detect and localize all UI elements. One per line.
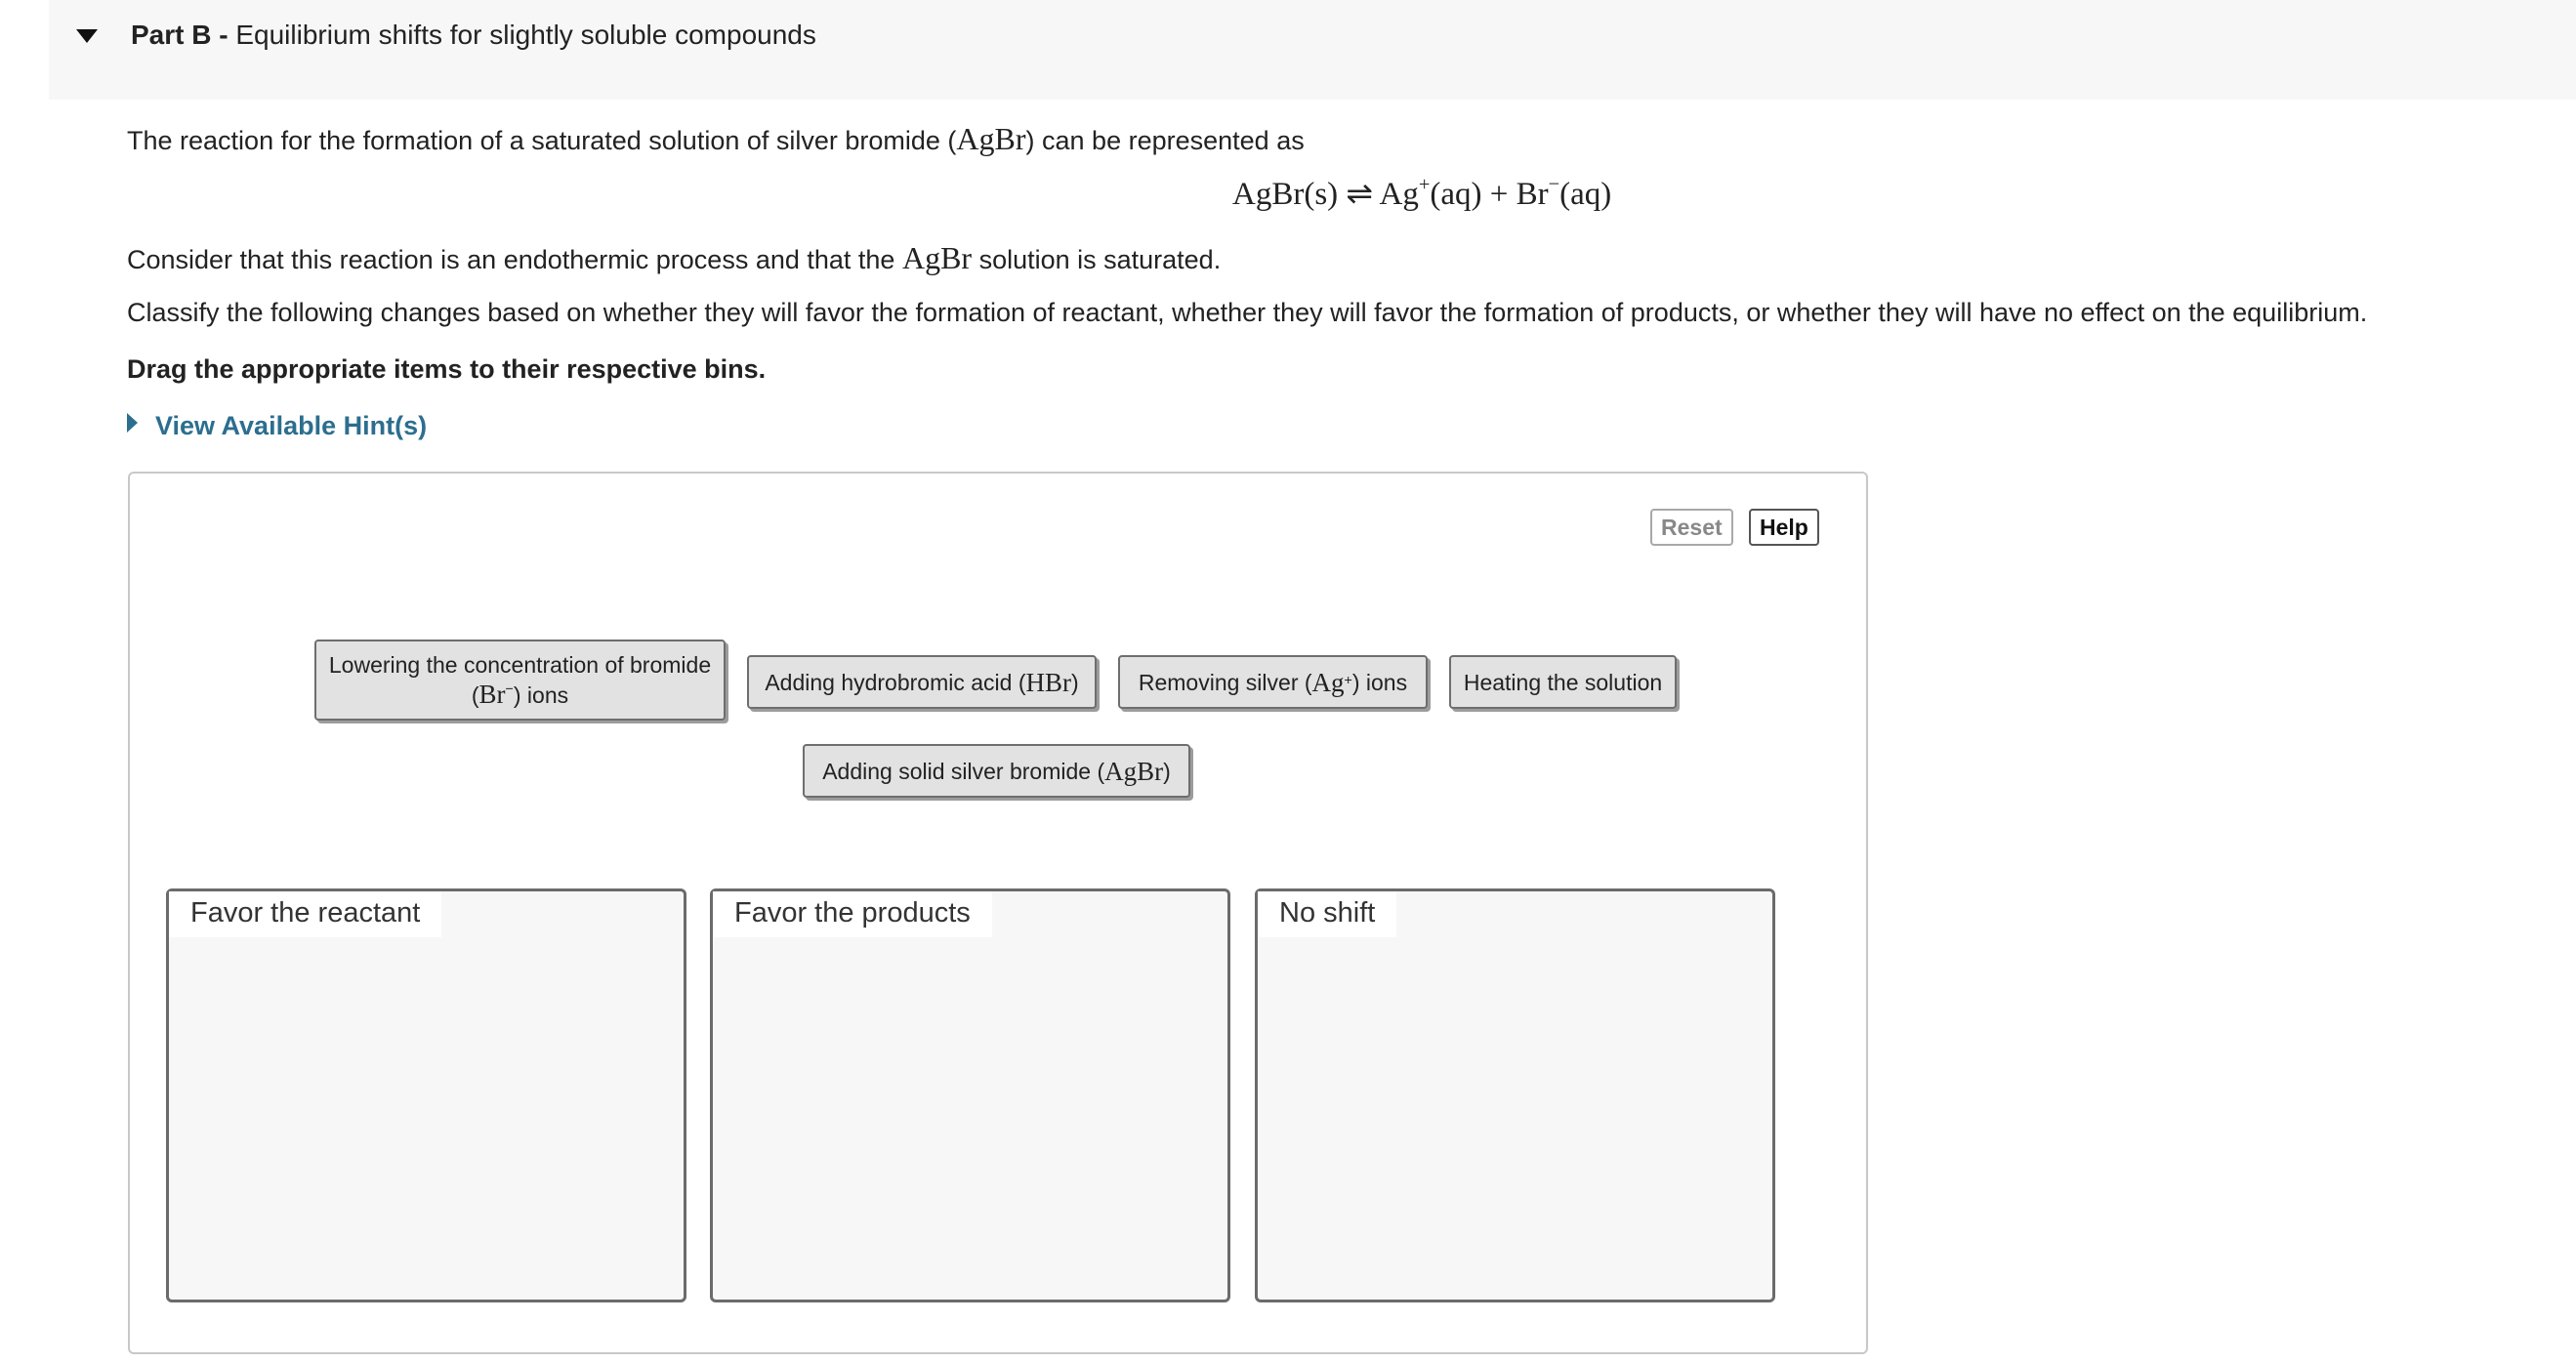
part-title: [131, 20, 816, 51]
hbr-text-before: Adding hydrobromic acid (: [765, 669, 1026, 695]
caret-right-icon: [127, 413, 138, 433]
classify-instructions: Classify the following changes based on whether they will favor the formation of reactant, whether they will favor the formation of products, or whether they will have no effect on the equilibrium.: [127, 298, 2368, 327]
agbr-text-after: ): [1163, 758, 1171, 784]
intro-text-before: The reaction for the formation of a saturated solution of silver bromide (: [127, 126, 957, 155]
paren-close-ions: ) ions: [513, 682, 569, 708]
condition-formula: AgBr: [901, 240, 973, 275]
equation-sup-minus: −: [1548, 173, 1560, 195]
bin-favor-products[interactable]: [710, 888, 1230, 1302]
silver-formula: Ag: [1311, 667, 1345, 697]
bin-label: Favor the products: [713, 891, 992, 937]
reaction-equation: [1232, 174, 1611, 213]
drag-instructions: Drag the appropriate items to their respective bins.: [127, 354, 767, 384]
drag-drop-workspace: [128, 472, 1868, 1354]
item-adding-hbr[interactable]: [747, 655, 1097, 709]
part-label: Part B -: [131, 20, 229, 50]
condition-text-before: Consider that this reaction is an endothermic process and that the: [127, 245, 902, 274]
condition-paragraph: [127, 240, 1221, 276]
equation-mid: (aq) + Br: [1430, 177, 1549, 212]
hbr-text-after: ): [1071, 669, 1079, 695]
bin-label: No shift: [1258, 891, 1396, 937]
help-button[interactable]: Help: [1749, 509, 1819, 546]
agbr-formula: AgBr: [1104, 756, 1164, 786]
item-lowering-bromide[interactable]: [314, 640, 726, 721]
intro-text-after: ) can be represented as: [1025, 126, 1305, 155]
silver-text-after: ) ions: [1351, 669, 1408, 695]
view-hints-label: View Available Hint(s): [155, 411, 428, 440]
equation-rhs: (aq): [1559, 177, 1612, 212]
item-removing-silver[interactable]: Removing silver ( Ag + ) ions: [1118, 655, 1428, 709]
agbr-text-before: Adding solid silver bromide (: [822, 758, 1105, 784]
silver-text-before: Removing silver (: [1138, 669, 1312, 695]
intro-formula: AgBr: [956, 121, 1026, 156]
part-title-text: Equilibrium shifts for slightly soluble compounds: [235, 20, 816, 50]
caret-down-icon[interactable]: [75, 27, 99, 45]
reset-button[interactable]: Reset: [1650, 509, 1733, 546]
item-heating-solution[interactable]: Heating the solution: [1449, 655, 1677, 709]
item-lowering-bromide-line1: Lowering the concentration of bromide: [328, 652, 712, 678]
item-lowering-bromide-line2: [472, 680, 568, 710]
hbr-formula: HBr: [1025, 667, 1071, 697]
bromide-charge: −: [505, 681, 514, 697]
bin-favor-reactant[interactable]: [166, 888, 686, 1302]
paren-open: (: [471, 682, 479, 708]
bin-label: Favor the reactant: [169, 891, 441, 937]
item-adding-solid-agbr[interactable]: [803, 744, 1190, 798]
equation-sup-plus: +: [1418, 173, 1431, 195]
intro-paragraph: [127, 121, 1305, 157]
bromide-formula: Br: [478, 680, 506, 709]
condition-text-after: solution is saturated.: [972, 245, 1222, 274]
bin-no-shift[interactable]: [1255, 888, 1775, 1302]
view-hints-link[interactable]: [127, 411, 427, 441]
equation-lhs: AgBr(s) ⇌ Ag: [1232, 177, 1419, 212]
